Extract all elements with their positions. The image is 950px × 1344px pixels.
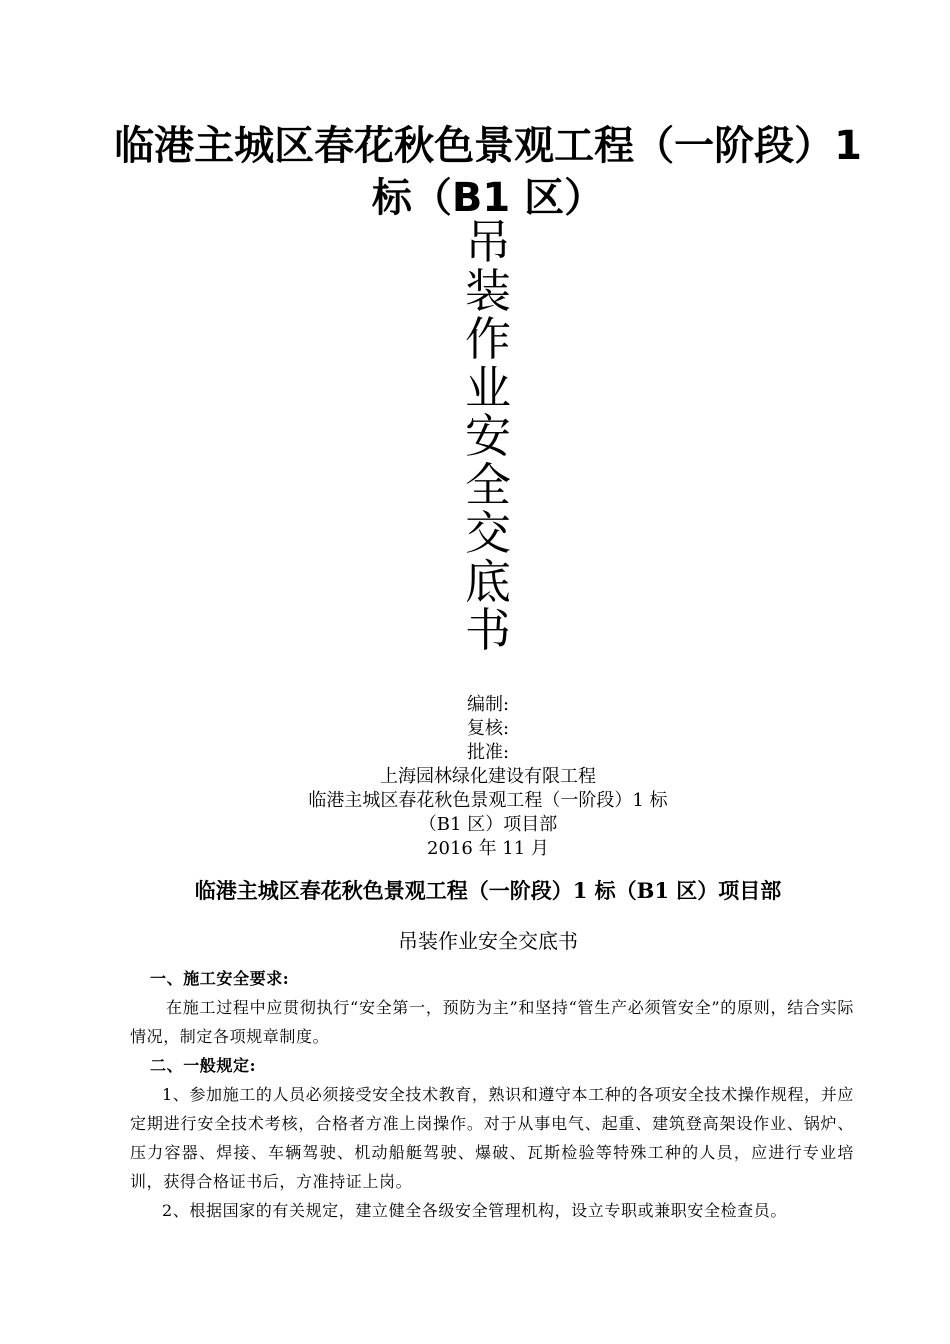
vertical-title-char: 全 [465,457,511,512]
vertical-title-char: 装 [465,263,511,318]
vertical-title-char: 业 [465,360,511,415]
cover-signoff-block [200,693,776,861]
section-heading: 二、一般规定: [150,1056,257,1075]
vertical-title-char: 交 [465,506,511,560]
company-name: 上海园林绿化建设有限工程 [380,766,596,787]
cover-vertical-title [440,215,536,657]
approved-by-label: 批准: [466,742,510,763]
cover-title-line2: 标（B1 区） [371,175,605,221]
paragraph: 2、根据国家的有关规定，建立健全各级安全管理机构，设立专职或兼职安全检查员。 [162,1201,787,1220]
vertical-title-char: 作 [465,312,511,366]
vertical-title-char: 吊 [465,215,511,269]
cover-date: 2016 年 11 月 [427,838,549,859]
section-heading: 一、施工安全要求: [150,969,290,988]
document-body [130,964,854,1225]
document-header: 临港主城区春花秋色景观工程（一阶段）1 标（B1 区）项目部 [194,878,782,903]
paragraph: 1、参加施工的人员必须接受安全技术教育，熟识和遵守本工种的各项安全技术操作规程，并应定期进行安全技术考核，合格者方准上岗操作。对于从事电气、起重、建筑登高架设作业、锅炉、压力容器、焊接、车辆驾驶、机动船艇驾驶、爆破、瓦斯检验等特殊工种的人员，应进行专业培训，获得合格证书后，方准持证上岗。 [130,1085,854,1191]
cover-title [90,120,886,224]
document-title: 吊装作业安全交底书 [398,929,578,953]
prepared-by-label: 编制: [466,694,510,715]
project-name-line1: 临港主城区春花秋色景观工程（一阶段）1 标 [308,790,668,811]
project-name-line2: （B1 区）项目部 [418,814,558,835]
vertical-title-char: 底 [465,554,511,609]
vertical-title-char: 书 [465,603,511,657]
cover-title-line1: 临港主城区春花秋色景观工程（一阶段）1 [114,123,862,169]
paragraph: 在施工过程中应贯彻执行“安全第一，预防为主”和坚持“管生产必须管安全”的原则，结合实际情况，制定各项规章制度。 [130,998,854,1046]
reviewed-by-label: 复核: [466,718,510,739]
vertical-title-char: 安 [465,409,511,463]
